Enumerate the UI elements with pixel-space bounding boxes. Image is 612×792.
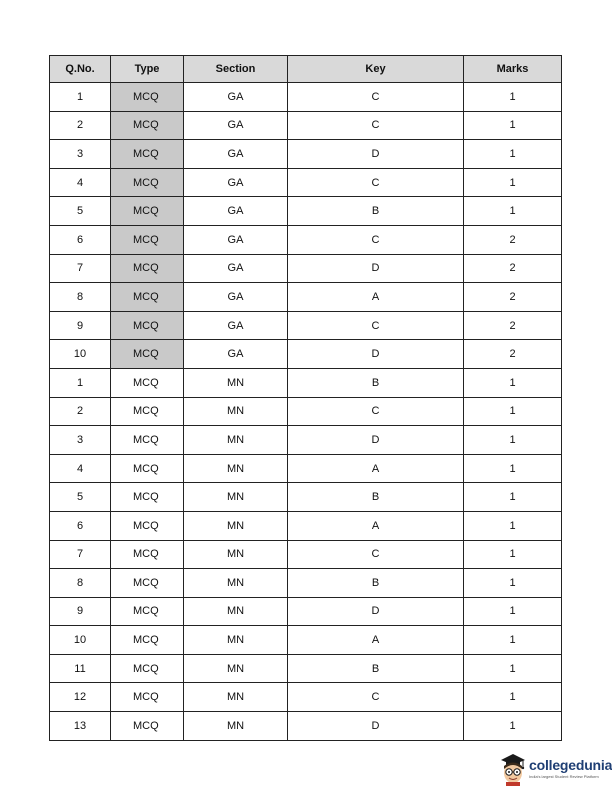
- cell-type: MCQ: [111, 654, 184, 683]
- cell-type: MCQ: [111, 712, 184, 741]
- table-row: [50, 712, 562, 741]
- cell-type: MCQ: [111, 368, 184, 397]
- cell-key: C: [288, 111, 464, 140]
- cell-type: MCQ: [111, 683, 184, 712]
- cell-section: MN: [184, 368, 288, 397]
- cell-key: C: [288, 311, 464, 340]
- cell-key: D: [288, 340, 464, 369]
- cell-section: MN: [184, 712, 288, 741]
- table-row: [50, 454, 562, 483]
- table-body: [50, 83, 562, 741]
- column-header-marks: Marks: [464, 56, 562, 83]
- cell-key: B: [288, 569, 464, 598]
- cell-key: D: [288, 426, 464, 455]
- cell-qno: 7: [50, 254, 111, 283]
- cell-section: GA: [184, 83, 288, 112]
- cell-section: MN: [184, 540, 288, 569]
- table-row: [50, 168, 562, 197]
- cell-type: MCQ: [111, 254, 184, 283]
- cell-marks: 1: [464, 712, 562, 741]
- table-row: [50, 197, 562, 226]
- cell-qno: 6: [50, 225, 111, 254]
- cell-section: MN: [184, 569, 288, 598]
- cell-qno: 9: [50, 597, 111, 626]
- cell-marks: 2: [464, 254, 562, 283]
- cell-key: A: [288, 454, 464, 483]
- table-row: [50, 683, 562, 712]
- table-row: [50, 254, 562, 283]
- cell-qno: 11: [50, 654, 111, 683]
- table-row: [50, 340, 562, 369]
- cell-type: MCQ: [111, 197, 184, 226]
- cell-marks: 1: [464, 511, 562, 540]
- cell-key: A: [288, 626, 464, 655]
- cell-key: C: [288, 540, 464, 569]
- table-row: [50, 111, 562, 140]
- cell-marks: 1: [464, 397, 562, 426]
- cell-section: GA: [184, 311, 288, 340]
- cell-marks: 1: [464, 597, 562, 626]
- column-header-key: Key: [288, 56, 464, 83]
- table-row: [50, 569, 562, 598]
- cell-section: MN: [184, 454, 288, 483]
- table-row: [50, 626, 562, 655]
- table-row: [50, 368, 562, 397]
- cell-key: D: [288, 140, 464, 169]
- answer-key-table: [49, 55, 562, 741]
- cell-type: MCQ: [111, 483, 184, 512]
- cell-marks: 2: [464, 225, 562, 254]
- cell-section: MN: [184, 683, 288, 712]
- cell-marks: 1: [464, 140, 562, 169]
- cell-qno: 2: [50, 111, 111, 140]
- column-header-section: Section: [184, 56, 288, 83]
- cell-section: MN: [184, 397, 288, 426]
- cell-marks: 1: [464, 83, 562, 112]
- table-row: [50, 311, 562, 340]
- cell-key: B: [288, 197, 464, 226]
- cell-type: MCQ: [111, 111, 184, 140]
- cell-marks: 1: [464, 454, 562, 483]
- cell-key: B: [288, 654, 464, 683]
- cell-qno: 2: [50, 397, 111, 426]
- cell-key: D: [288, 597, 464, 626]
- cell-qno: 12: [50, 683, 111, 712]
- cell-marks: 1: [464, 626, 562, 655]
- cell-type: MCQ: [111, 283, 184, 312]
- cell-section: MN: [184, 626, 288, 655]
- cell-qno: 7: [50, 540, 111, 569]
- cell-key: C: [288, 168, 464, 197]
- cell-section: GA: [184, 140, 288, 169]
- cell-section: GA: [184, 254, 288, 283]
- cell-key: B: [288, 483, 464, 512]
- brand-tagline: India's largest Student Review Platform: [529, 774, 599, 779]
- cell-type: MCQ: [111, 225, 184, 254]
- cell-key: A: [288, 511, 464, 540]
- cell-section: MN: [184, 426, 288, 455]
- cell-marks: 1: [464, 168, 562, 197]
- cell-marks: 1: [464, 426, 562, 455]
- table-row: [50, 283, 562, 312]
- cell-section: MN: [184, 654, 288, 683]
- cell-key: C: [288, 397, 464, 426]
- cell-type: MCQ: [111, 83, 184, 112]
- column-header-qno: Q.No.: [50, 56, 111, 83]
- cell-marks: 1: [464, 654, 562, 683]
- cell-marks: 1: [464, 111, 562, 140]
- cell-qno: 4: [50, 168, 111, 197]
- cell-qno: 5: [50, 197, 111, 226]
- cell-key: A: [288, 283, 464, 312]
- brand-name: collegedunia: [529, 757, 612, 773]
- cell-section: GA: [184, 168, 288, 197]
- cell-section: MN: [184, 511, 288, 540]
- cell-section: MN: [184, 597, 288, 626]
- cell-qno: 3: [50, 426, 111, 455]
- cell-qno: 8: [50, 569, 111, 598]
- cell-marks: 1: [464, 483, 562, 512]
- cell-qno: 1: [50, 368, 111, 397]
- cell-key: C: [288, 83, 464, 112]
- cell-section: GA: [184, 283, 288, 312]
- table-row: [50, 140, 562, 169]
- cell-type: MCQ: [111, 311, 184, 340]
- cell-qno: 6: [50, 511, 111, 540]
- cell-type: MCQ: [111, 140, 184, 169]
- cell-marks: 2: [464, 311, 562, 340]
- table-row: [50, 540, 562, 569]
- cell-type: MCQ: [111, 426, 184, 455]
- cell-type: MCQ: [111, 597, 184, 626]
- cell-qno: 13: [50, 712, 111, 741]
- cell-marks: 2: [464, 340, 562, 369]
- cell-qno: 10: [50, 340, 111, 369]
- cell-type: MCQ: [111, 454, 184, 483]
- table-row: [50, 397, 562, 426]
- column-header-type: Type: [111, 56, 184, 83]
- table-row: [50, 597, 562, 626]
- table-row: [50, 511, 562, 540]
- mascot-icon: [498, 752, 528, 786]
- cell-section: MN: [184, 483, 288, 512]
- cell-key: B: [288, 368, 464, 397]
- cell-section: GA: [184, 197, 288, 226]
- cell-section: GA: [184, 340, 288, 369]
- cell-marks: 1: [464, 368, 562, 397]
- cell-qno: 5: [50, 483, 111, 512]
- cell-key: C: [288, 683, 464, 712]
- cell-type: MCQ: [111, 397, 184, 426]
- cell-marks: 1: [464, 683, 562, 712]
- cell-type: MCQ: [111, 626, 184, 655]
- cell-key: D: [288, 254, 464, 283]
- cell-qno: 8: [50, 283, 111, 312]
- collegedunia-logo: [498, 752, 610, 788]
- cell-marks: 1: [464, 569, 562, 598]
- cell-qno: 10: [50, 626, 111, 655]
- cell-type: MCQ: [111, 540, 184, 569]
- cell-type: MCQ: [111, 168, 184, 197]
- cell-type: MCQ: [111, 569, 184, 598]
- table-row: [50, 426, 562, 455]
- cell-qno: 4: [50, 454, 111, 483]
- cell-qno: 3: [50, 140, 111, 169]
- table-header-row: [50, 56, 562, 83]
- cell-type: MCQ: [111, 511, 184, 540]
- cell-type: MCQ: [111, 340, 184, 369]
- cell-marks: 1: [464, 197, 562, 226]
- cell-qno: 1: [50, 83, 111, 112]
- cell-key: C: [288, 225, 464, 254]
- table-row: [50, 83, 562, 112]
- cell-key: D: [288, 712, 464, 741]
- table-row: [50, 483, 562, 512]
- cell-marks: 2: [464, 283, 562, 312]
- cell-section: GA: [184, 225, 288, 254]
- cell-qno: 9: [50, 311, 111, 340]
- table-row: [50, 225, 562, 254]
- cell-section: GA: [184, 111, 288, 140]
- cell-marks: 1: [464, 540, 562, 569]
- table-row: [50, 654, 562, 683]
